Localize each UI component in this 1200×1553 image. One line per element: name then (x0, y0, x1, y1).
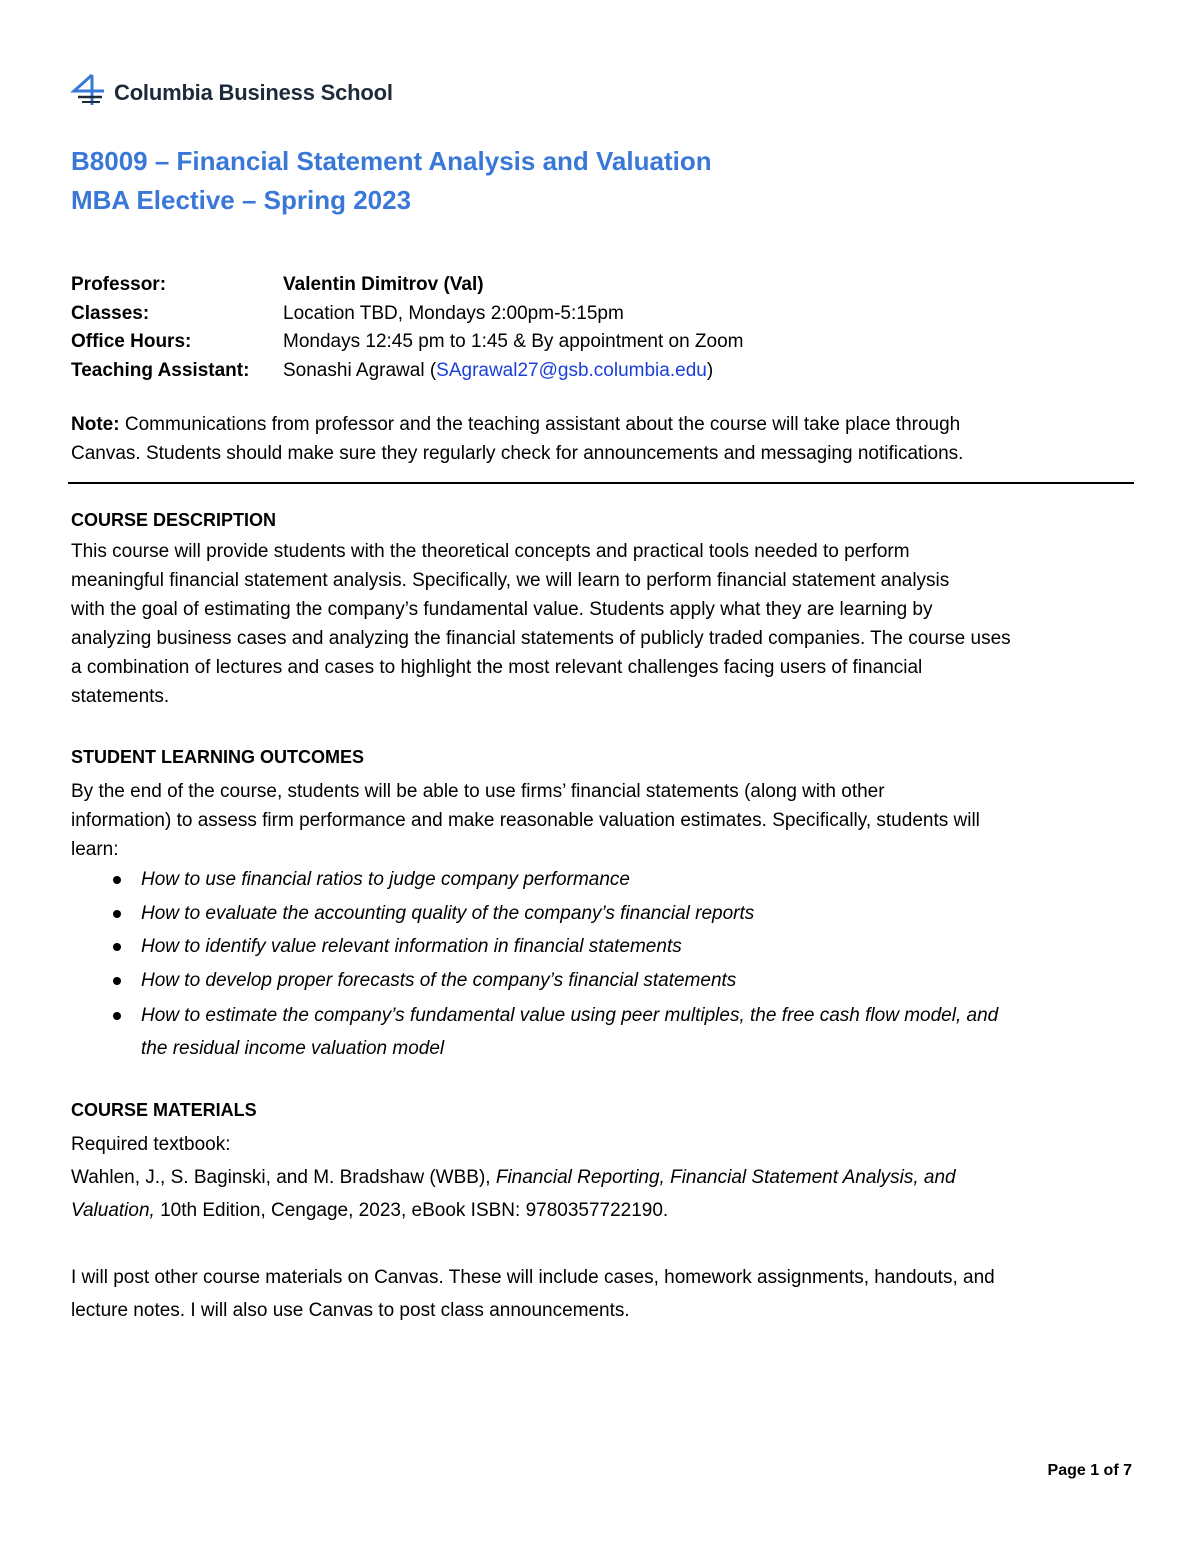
textbook-reference-line-2 (71, 1196, 668, 1225)
outcomes-line: By the end of the course, students will be able to use firms’ financial statements (along with other (71, 781, 885, 802)
outcome-item: How to identify value relevant information in financial statements (141, 936, 682, 957)
bullet-icon (113, 977, 121, 985)
textbook-title-1: Financial Reporting, Financial Statement Analysis, and (495, 1167, 956, 1188)
description-line: analyzing business cases and analyzing the financial statements of publicly traded companies. The course uses (71, 628, 1011, 649)
textbook-details: 10th Edition, Cengage, 2023, eBook ISBN: 9780357722190. (154, 1200, 669, 1221)
note-label: Note: (71, 414, 120, 435)
school-logo (70, 72, 393, 113)
course-materials-heading: COURSE MATERIALS (71, 1100, 257, 1120)
bullet-icon (113, 943, 121, 951)
course-description-heading: COURSE DESCRIPTION (71, 510, 277, 530)
bullet-icon (113, 1012, 121, 1020)
bullet-icon (113, 876, 121, 884)
ta-email-link[interactable]: SAgrawal27@gsb.columbia.edu (436, 360, 707, 381)
materials-line: lecture notes. I will also use Canvas to post class announcements. (71, 1300, 630, 1321)
learning-outcomes-heading: STUDENT LEARNING OUTCOMES (71, 747, 365, 767)
section-divider (68, 482, 1134, 484)
course-subtitle: MBA Elective – Spring 2023 (71, 185, 412, 215)
textbook-authors: Wahlen, J., S. Baginski, and M. Bradshaw (WBB), (71, 1167, 496, 1188)
description-line: with the goal of estimating the company’s fundamental value. Students apply what they are learning by (71, 599, 933, 620)
note-text-1: Communications from professor and the teaching assistant about the course will take place through (119, 414, 961, 435)
description-line: statements. (71, 686, 170, 707)
description-line: a combination of lectures and cases to highlight the most relevant challenges facing users of financial (71, 657, 923, 678)
ta-close-paren: ) (706, 360, 714, 381)
crown-logo-icon (70, 72, 106, 113)
outcomes-line: learn: (71, 839, 119, 860)
outcome-item: How to estimate the company’s fundamental value using peer multiples, the free cash flow model, and (141, 1005, 999, 1026)
materials-line: I will post other course materials on Canvas. These will include cases, homework assignments, handouts, and (71, 1267, 995, 1288)
description-line: meaningful financial statement analysis. Specifically, we will learn to perform financial statement analysis (71, 570, 950, 591)
ta-label: Teaching Assistant: (71, 360, 250, 381)
outcomes-line: information) to assess firm performance and make reasonable valuation estimates. Specifically, students will (71, 810, 980, 831)
classes-label: Classes: (71, 303, 150, 324)
textbook-label: Required textbook: (71, 1134, 231, 1155)
professor-value: Valentin Dimitrov (Val) (283, 274, 484, 295)
note-line-2: Canvas. Students should make sure they regularly check for announcements and messaging notifications. (71, 443, 964, 464)
textbook-title-2: Valuation, (71, 1200, 155, 1221)
outcome-item-continued: the residual income valuation model (141, 1038, 445, 1059)
page-number: Page 1 of 7 (1047, 1462, 1132, 1479)
note-line-1 (71, 410, 960, 439)
outcome-item: How to use financial ratios to judge company performance (141, 869, 630, 890)
bullet-icon (113, 910, 121, 918)
office-hours-label: Office Hours: (71, 331, 192, 352)
ta-name: Sonashi Agrawal ( (283, 360, 437, 381)
office-hours-value: Mondays 12:45 pm to 1:45 & By appointment on Zoom (283, 331, 744, 352)
textbook-reference-line-1 (71, 1163, 956, 1192)
outcome-item: How to evaluate the accounting quality of the company’s financial reports (141, 903, 755, 924)
classes-value: Location TBD, Mondays 2:00pm-5:15pm (283, 303, 624, 324)
description-line: This course will provide students with the theoretical concepts and practical tools needed to perform (71, 541, 910, 562)
ta-value (283, 360, 713, 382)
course-title: B8009 – Financial Statement Analysis and Valuation (71, 146, 712, 176)
professor-label: Professor: (71, 274, 167, 295)
outcome-item: How to develop proper forecasts of the company’s financial statements (141, 970, 737, 991)
logo-text: Columbia Business School (114, 79, 393, 105)
